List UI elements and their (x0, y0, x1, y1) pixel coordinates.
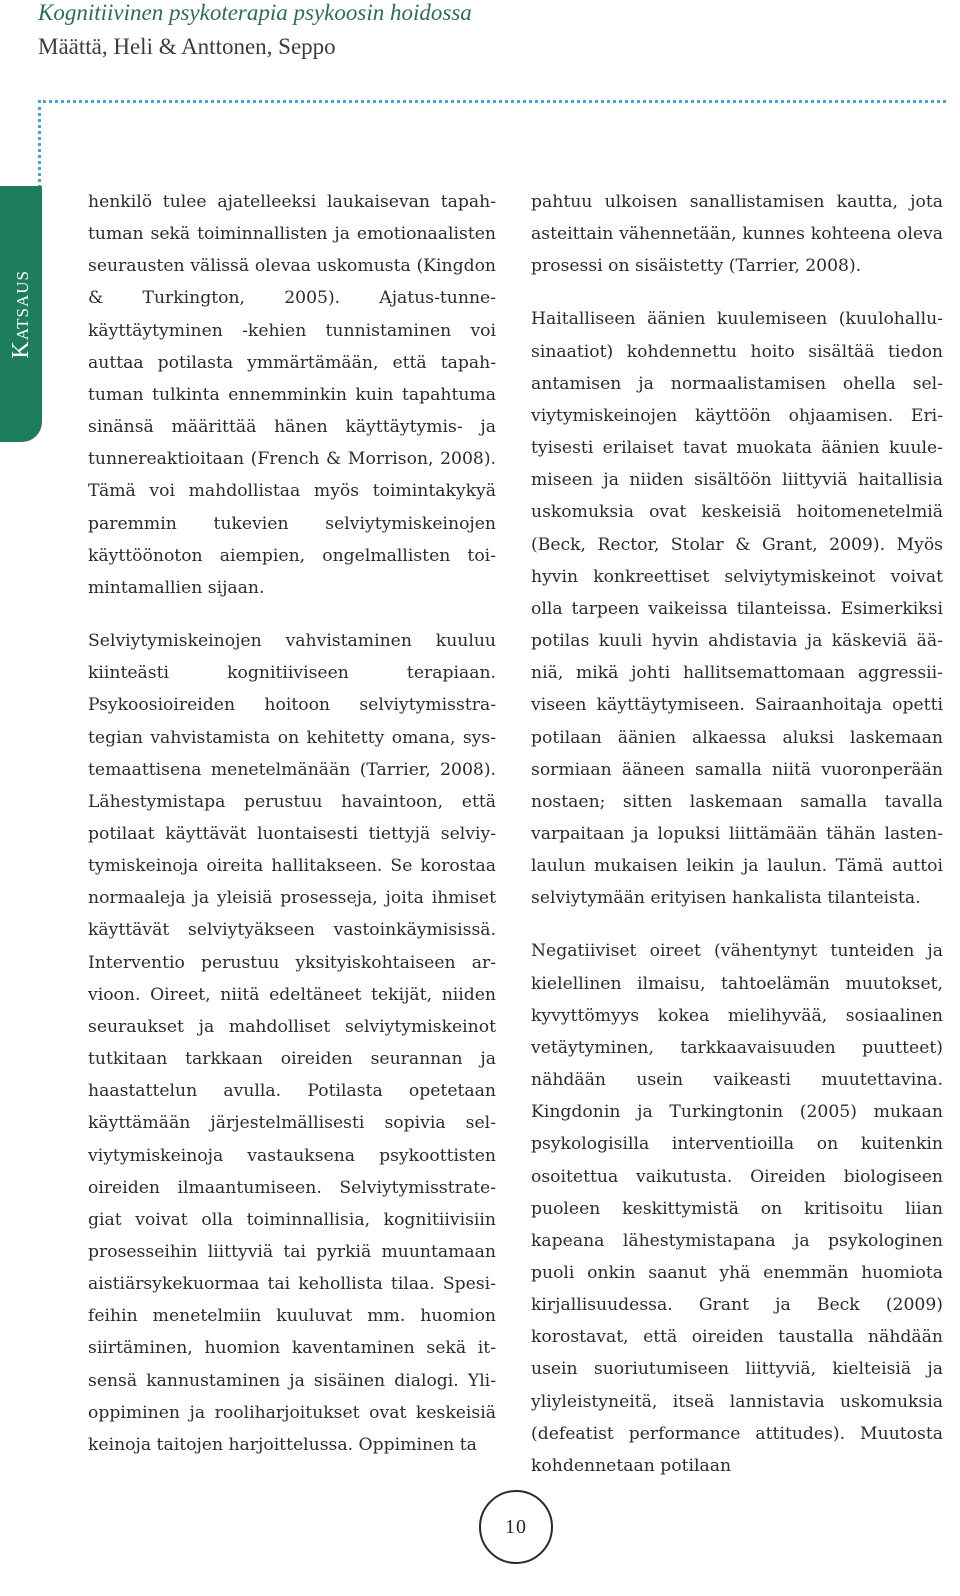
page-number: 10 (505, 1515, 527, 1538)
right-paragraph-1: pahtuu ulkoisen sanallistamisen kautta, jota asteittain vähennetään, kunnes kohteena oleva prosessi on sisäistetty (Tarrier, 2008). (531, 192, 943, 277)
dotted-rule-horizontal (38, 100, 946, 103)
article-authors: Määttä, Heli & Anttonen, Seppo (38, 34, 336, 59)
left-paragraph-1: henkilö tulee ajatelleeksi laukaisevan tapahtuman sekä toiminnallisten ja emotionaalisten seurausten välissä olevaa uskomusta (Kingdon & Turkington, 2005). Ajatus-tunne-käyttäytyminen -kehien tunnistaminen voi auttaa potilasta ymmärtämään, että tapahtuman tulkinta ennemminkin kuin tapahtuma sinänsä määrittää hänen käyttäytymis- ja tunnereaktioitaan (French & Morrison, 2008). Tämä voi mahdollistaa myös toimintakykyä paremmin tukevien selviytymiskeinojen käyttöönoton aiempien, ongelmallisten toimintamallien sijaan. (88, 192, 496, 598)
page-number-badge (479, 1490, 553, 1564)
dotted-rule-vertical (38, 100, 41, 188)
section-tab-label: Katsaus (7, 269, 34, 359)
journal-title: Kognitiivinen psykoterapia psykoosin hoidossa (38, 0, 472, 25)
right-paragraph-3: Negatiiviset oireet (vähentynyt tunteiden ja kielellinen ilmaisu, tahtoelämän muutokset, kyvyttömyys kokea mielihyvää, sosiaalinen vetäytyminen, tarkkaavaisuuden puutteet) nähdään usein vaikeasti muutettavina. Kingdonin ja Turkingtonin (2005) mukaan psykologisilla interventioilla on kuitenkin osoitettua vaikutusta. Oireiden biologiseen puoleen keskittymistä on kritisoitu liian kapeana lähestymistapana ja psykologinen puoli onkin saanut yhä enemmän huomiota kirjallisuudessa. Grant ja Beck (2009) korostavat, että oireiden taustalla nähdään usein suoriutumiseen liittyviä, kielteisiä ja yliyleistyneitä, itseä lannistavia uskomuksia (defeatist performance attitudes). Muutosta kohdennetaan potilaan (531, 941, 943, 1476)
right-column (531, 186, 943, 1482)
left-column (88, 186, 496, 1461)
section-tab-label-wrap (1, 188, 41, 440)
right-paragraph-2: Haitalliseen äänien kuulemiseen (kuulohallusinaatiot) kohdennettu hoito sisältää tiedon antamisen ja normaalistamisen ohella selviytymiskeinojen käyttöön ohjaamisen. Erityisesti erilaiset tavat muokata äänien kuulemiseen ja niiden sisältöön liittyviä haitallisia uskomuksia ovat keskeisiä hoitomenetelmiä (Beck, Rector, Stolar & Grant, 2009). Myös hyvin konkreettiset selviytymiskeinot voivat olla tarpeen vaikeissa tilanteissa. Esimerkiksi potilas kuuli hyvin ahdistavia ja käskeviä ääniä, mikä johti hallitsemattomaan aggressiiviseen käyttäytymiseen. Sairaanhoitaja opetti potilaan äänien alkaessa aluksi laskemaan sormiaan ääneen samalla niitä vuoronperään nostaen; sitten laskemaan samalla tavalla varpaitaan ja lopuksi liittämään tähän lastenlaulun mukaisen leikin ja laulun. Tämä auttoi selviytymään erityisen hankalista tilanteista. (531, 309, 943, 909)
left-paragraph-2: Selviytymiskeinojen vahvistaminen kuuluu kiinteästi kognitiiviseen terapiaan. Psykoosioireiden hoitoon selviytymisstrategian vahvistamista on kehitetty omana, systemaattisena menetelmänään (Tarrier, 2008). Lähestymistapa perustuu havaintoon, että potilaat käyttävät luontaisesti tiettyjä selviytymiskeinoja oireita hallitakseen. Se korostaa normaaleja ja yleisiä prosesseja, joita ihmiset käyttävät selviytyäkseen vastoinkäymisissä. Interventio perustuu yksityiskohtaiseen arvioon. Oireet, niitä edeltäneet tekijät, niiden seuraukset ja mahdolliset selviytymiskeinot tutkitaan tarkkaan oireiden seurannan ja haastattelun avulla. Potilasta opetetaan käyttämään järjestelmällisesti sopivia selviytymiskeinoja vastauksena psykoottisten oireiden ilmaantumiseen. Selviytymisstrategiat voivat olla toiminnallisia, kognitiivisiin prosesseihin liittyviä tai pyrkiä muuntamaan aistiärsykekuormaa tai kehollista tilaa. Spesifeihin menetelmiin kuuluvat mm. huomion siirtäminen, huomion kaventaminen sekä itsensä kannustaminen ja sisäinen dialogi. Ylioppiminen ja rooliharjoitukset ovat keskeisiä keinoja taitojen harjoittelussa. Oppiminen ta (88, 631, 496, 1455)
